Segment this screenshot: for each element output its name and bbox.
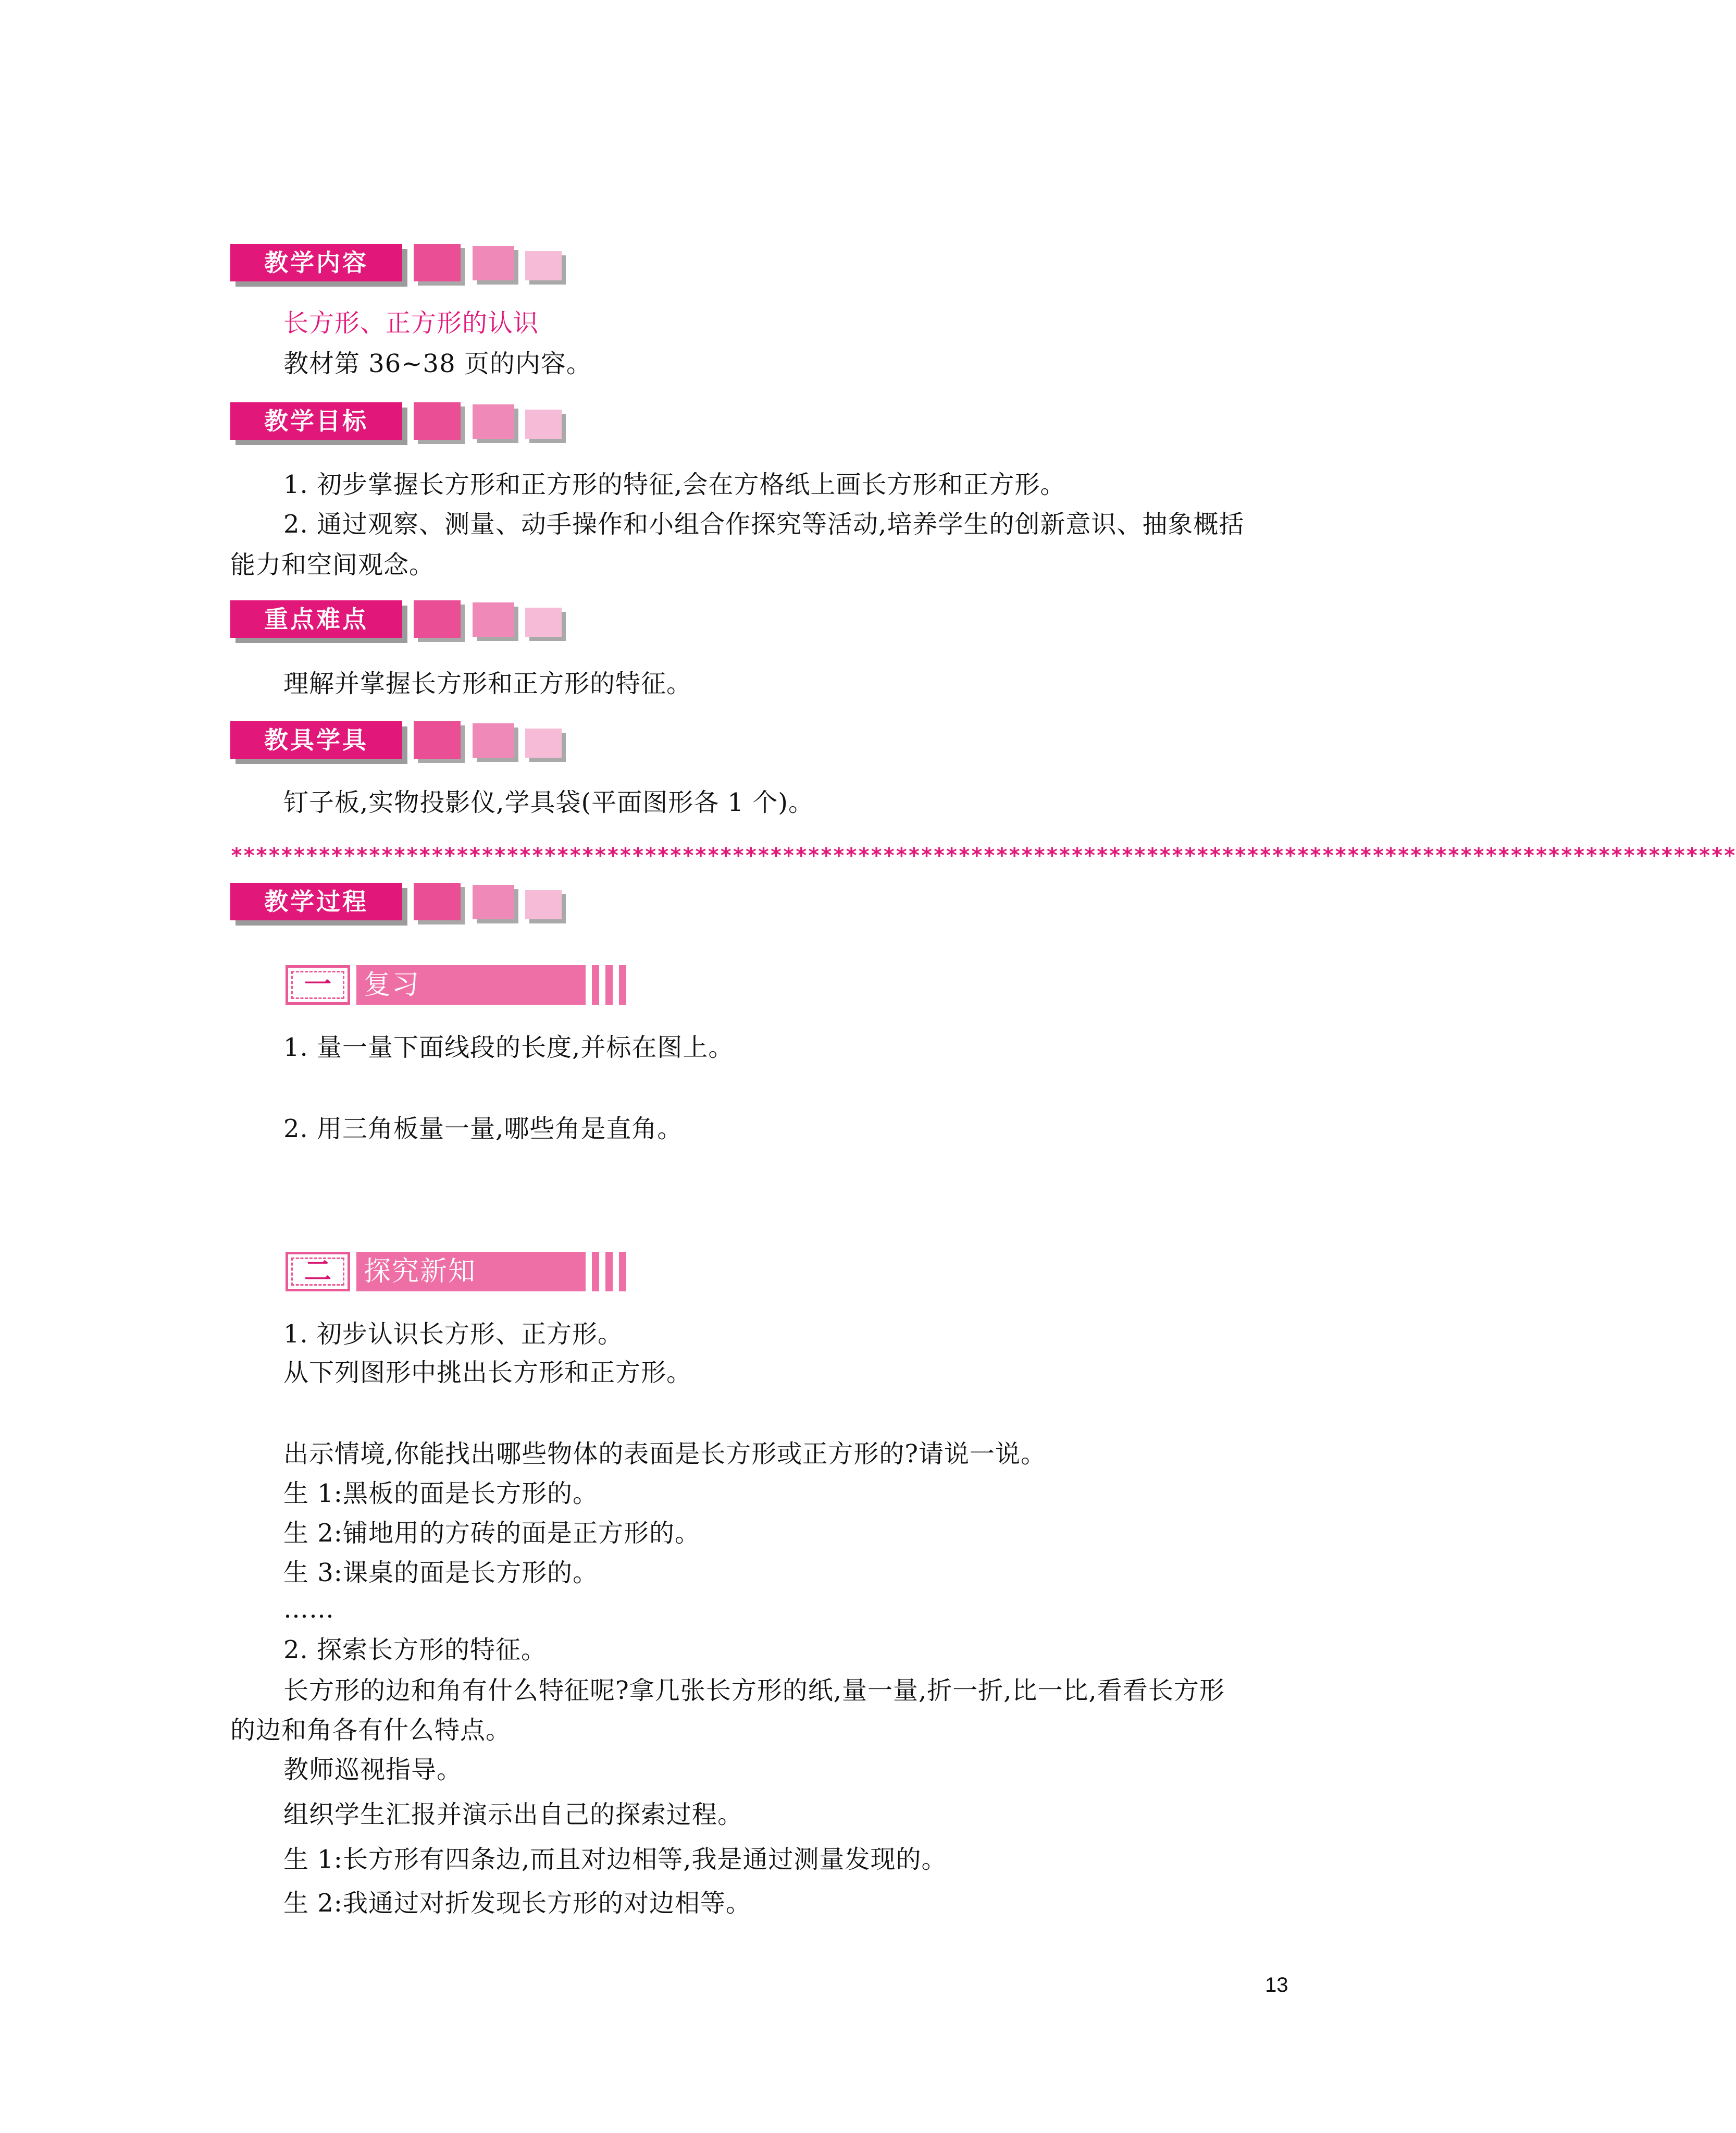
text-line: 教材第 36~38 页的内容。 [283,349,592,378]
section-label: 教学过程 [230,883,402,920]
star-divider: ************************************************************************************************************************ [230,844,1736,868]
section-label: 重点难点 [230,600,402,638]
text-line: 生 3:课桌的面是长方形的。 [283,1558,598,1587]
section-label: 教学内容 [230,244,402,281]
text-line: 1. 初步掌握长方形和正方形的特征,会在方格纸上画长方形和正方形。 [283,470,1066,499]
subsection-title: 探究新知 [356,1252,586,1291]
decor-stripe [605,965,613,1005]
text-line: 的边和角各有什么特点。 [230,1716,512,1745]
decor-square [525,729,562,758]
decor-stripe [619,965,626,1005]
subsection-title: 复习 [356,965,586,1005]
section-label: 教具学具 [230,721,402,759]
text-line: 组织学生汇报并演示出自己的探索过程。 [283,1800,743,1829]
subsection-banner-explore [286,1252,634,1291]
decor-square [525,608,562,637]
text-line: 生 1:长方形有四条边,而且对边相等,我是通过测量发现的。 [283,1845,947,1874]
decor-square [414,244,461,281]
text-line: 2. 通过观察、测量、动手操作和小组合作探究等活动,培养学生的创新意识、抽象概括 [283,510,1245,539]
text-line: 2. 探索长方形的特征。 [283,1635,547,1665]
subsection-number: 一 [286,965,350,1005]
text-line: 生 2:我通过对折发现长方形的对边相等。 [283,1889,751,1918]
decor-square [473,723,514,758]
text-line: 出示情境,你能找出哪些物体的表面是长方形或正方形的?请说一说。 [283,1439,1046,1469]
decor-square [525,890,562,919]
decor-square [473,246,514,280]
decor-square [414,883,461,920]
decor-square [473,404,514,439]
subsection-number: 二 [286,1252,350,1291]
text-line: 1. 量一量下面线段的长度,并标在图上。 [283,1033,734,1062]
decor-square [414,600,461,638]
section-label: 教学目标 [230,402,402,440]
text-line: 长方形的边和角有什么特征呢?拿几张长方形的纸,量一量,折一折,比一比,看看长方形 [283,1676,1225,1705]
text-line: 1. 初步认识长方形、正方形。 [283,1320,624,1349]
text-line: 2. 用三角板量一量,哪些角是直角。 [283,1114,683,1143]
text-line: 理解并掌握长方形和正方形的特征。 [283,669,692,698]
decor-stripe [619,1252,626,1291]
decor-square [525,251,562,280]
decor-square [473,602,514,637]
decor-square [525,410,562,439]
decor-stripe [592,965,599,1005]
decor-stripe [605,1252,613,1291]
text-line: …… [283,1595,334,1624]
text-line: 教师巡视指导。 [283,1755,463,1784]
decor-square [414,721,461,759]
subsection-banner-review [286,965,634,1005]
text-line: 从下列图形中挑出长方形和正方形。 [283,1358,692,1387]
text-line: 能力和空间观念。 [230,550,435,580]
text-line: 生 1:黑板的面是长方形的。 [283,1479,598,1508]
text-line: 生 2:铺地用的方砖的面是正方形的。 [283,1519,700,1548]
decor-square [473,885,514,919]
decor-square [414,402,461,440]
page-number: 13 [1265,1974,1288,1996]
decor-stripe [592,1252,599,1291]
lesson-title: 长方形、正方形的认识 [283,309,539,338]
text-line: 钉子板,实物投影仪,学具袋(平面图形各 1 个)。 [283,788,814,817]
